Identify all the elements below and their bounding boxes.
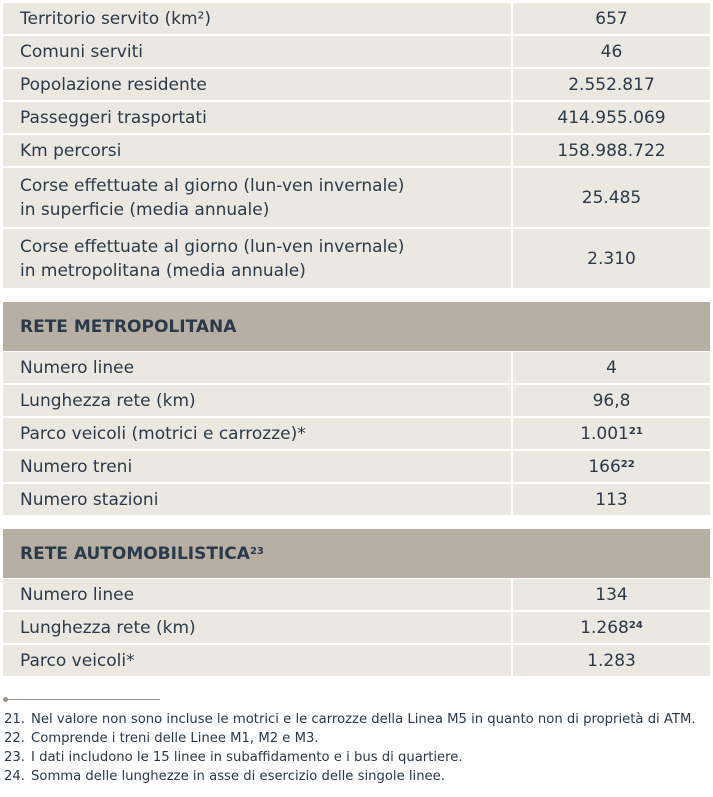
- table-row: [3, 612, 710, 645]
- footnote-ref: 23: [249, 546, 264, 557]
- footnote-ref: 22: [620, 459, 635, 470]
- table-row: [3, 135, 710, 168]
- row-value: 2.310: [587, 248, 636, 269]
- row-value: 25.485: [581, 187, 642, 208]
- row-label: Numero linee: [3, 579, 513, 610]
- footnote: 22. Comprende i treni delle Linee M1, M2 e M3.: [4, 731, 319, 746]
- row-value: 134: [595, 584, 628, 605]
- row-label-line2: in metropolitana (media annuale): [20, 260, 306, 281]
- row-label-line2: in superficie (media annuale): [20, 199, 270, 220]
- table-row: [3, 418, 710, 451]
- row-label: Lunghezza rete (km): [3, 385, 513, 416]
- section-header-auto: [3, 529, 710, 578]
- footnote: 21. Nel valore non sono incluse le motrici e le carrozze della Linea M5 in quanto non di proprietà di ATM.: [4, 712, 696, 727]
- row-value: 1.268 $^{24}$: [580, 617, 643, 638]
- table-row: [3, 3, 710, 36]
- row-label: [3, 229, 513, 288]
- footnote-divider: [5, 699, 160, 700]
- footnote: 24. Somma delle lunghezze in asse di esercizio delle singole linee.: [4, 769, 445, 784]
- row-value: 96,8: [592, 390, 631, 411]
- row-value: 2.552.817: [568, 74, 655, 95]
- footnote-ref: 21: [628, 426, 643, 437]
- row-label: [3, 168, 513, 227]
- table-row: [3, 229, 710, 290]
- row-label: Km percorsi: [3, 135, 513, 166]
- row-label-line1: Corse effettuate al giorno (lun-ven invernale): [20, 175, 405, 196]
- row-label: Numero stazioni: [3, 484, 513, 515]
- row-label: Popolazione residente: [3, 69, 513, 100]
- row-value: 46: [600, 41, 623, 62]
- table-row: [3, 645, 710, 678]
- row-label: Territorio servito (km²): [3, 3, 513, 34]
- row-label: Comuni serviti: [3, 36, 513, 67]
- row-value: 166 $^{22}$: [588, 456, 635, 477]
- table-row: [3, 385, 710, 418]
- footnote: 23. I dati includono le 15 linee in subaffidamento e i bus di quartiere.: [4, 750, 463, 765]
- row-value: 657: [595, 8, 628, 29]
- table-row: [3, 102, 710, 135]
- general-data-table: [3, 3, 710, 290]
- auto-table: [3, 579, 710, 678]
- row-value: 4: [606, 357, 617, 378]
- table-row: [3, 168, 710, 229]
- footnotes: [4, 710, 712, 786]
- section-title: RETE AUTOMOBILISTICA: [20, 543, 250, 564]
- table-row: [3, 579, 710, 612]
- row-label-line1: Corse effettuate al giorno (lun-ven invernale): [20, 236, 405, 257]
- row-label: Lunghezza rete (km): [3, 612, 513, 643]
- section-title: RETE METROPOLITANA: [20, 316, 237, 337]
- table-row: [3, 36, 710, 69]
- table-row: [3, 451, 710, 484]
- row-label: Parco veicoli (motrici e carrozze)*: [3, 418, 513, 449]
- row-value: 158.988.722: [557, 140, 666, 161]
- table-row: [3, 352, 710, 385]
- row-label: Passeggeri trasportati: [3, 102, 513, 133]
- table-row: [3, 484, 710, 517]
- footnote-ref: 24: [628, 620, 643, 631]
- row-value: 414.955.069: [557, 107, 666, 128]
- table-row: [3, 69, 710, 102]
- row-label: Numero linee: [3, 352, 513, 383]
- row-label: Parco veicoli*: [3, 645, 513, 676]
- row-value: 1.001 $^{21}$: [580, 423, 643, 444]
- row-value: 113: [595, 489, 628, 510]
- row-label: Numero treni: [3, 451, 513, 482]
- metro-table: [3, 352, 710, 517]
- section-header-metro: [3, 302, 710, 351]
- row-value: 1.283: [587, 650, 636, 671]
